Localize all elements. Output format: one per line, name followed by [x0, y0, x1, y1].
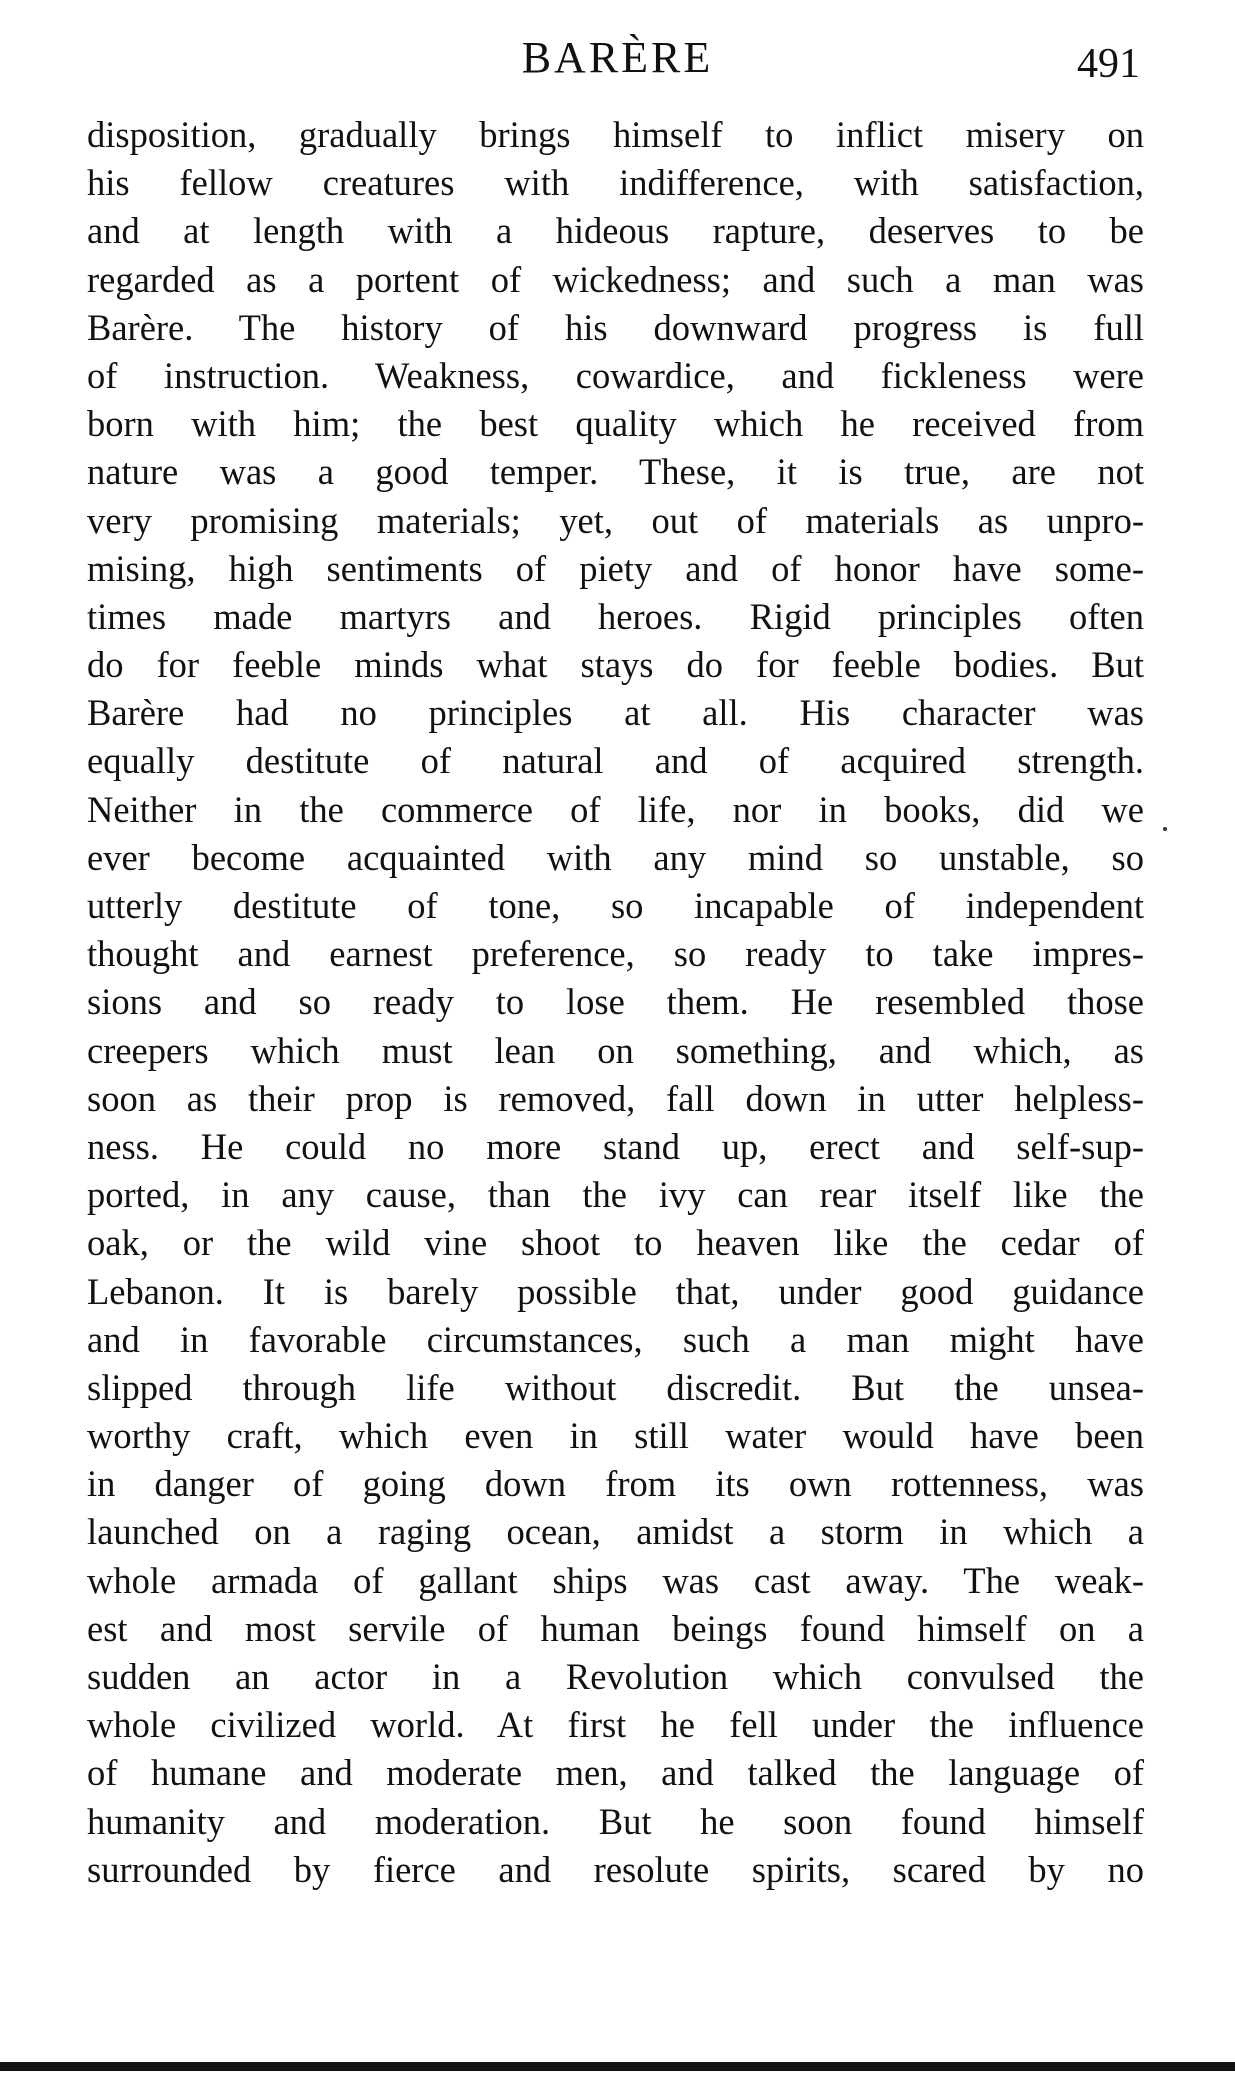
text-line: surrounded by fierce and resolute spirits, scared by no	[87, 1848, 1144, 1890]
text-line: Barère had no principles at all. His character was	[87, 692, 1144, 734]
text-line: sions and so ready to lose them. He resembled those	[87, 981, 1144, 1023]
text-line: Neither in the commerce of life, nor in books, did we	[87, 788, 1144, 830]
text-line: est and most servile of human beings found himself on a	[87, 1607, 1144, 1649]
text-line: whole civilized world. At first he fell under the influence	[87, 1704, 1144, 1746]
running-head	[0, 28, 1235, 88]
text-line: mising, high sentiments of piety and of honor have some-	[87, 547, 1144, 589]
text-line: humanity and moderation. But he soon found himself	[87, 1800, 1144, 1842]
text-line: nature was a good temper. These, it is true, are not	[87, 451, 1144, 493]
text-line: equally destitute of natural and of acquired strength.	[87, 740, 1144, 782]
text-line: ness. He could no more stand up, erect and self-sup-	[87, 1125, 1144, 1167]
text-line: Lebanon. It is barely possible that, under good guidance	[87, 1270, 1144, 1312]
text-line: his fellow creatures with indifference, with satisfaction,	[87, 162, 1144, 204]
text-line: launched on a raging ocean, amidst a storm in which a	[87, 1511, 1144, 1553]
text-line: worthy craft, which even in still water would have been	[87, 1415, 1144, 1457]
text-line: of instruction. Weakness, cowardice, and fickleness were	[87, 354, 1144, 396]
text-line: born with him; the best quality which he received from	[87, 403, 1144, 445]
text-line: and in favorable circumstances, such a man might have	[87, 1318, 1144, 1360]
text-line: very promising materials; yet, out of materials as unpro-	[87, 499, 1144, 541]
text-line: creepers which must lean on something, and which, as	[87, 1029, 1144, 1071]
text-line: thought and earnest preference, so ready to take impres-	[87, 933, 1144, 975]
body-text	[87, 111, 1144, 1894]
ink-speck	[1163, 827, 1167, 831]
text-line: soon as their prop is removed, fall down in utter helpless-	[87, 1077, 1144, 1119]
running-title: BARÈRE	[521, 33, 714, 82]
text-line: oak, or the wild vine shoot to heaven like the cedar of	[87, 1222, 1144, 1264]
text-line: of humane and moderate men, and talked the language of	[87, 1752, 1144, 1794]
text-line: do for feeble minds what stays do for feeble bodies. But	[87, 644, 1144, 686]
text-line: disposition, gradually brings himself to inflict misery on	[87, 114, 1144, 155]
text-line: slipped through life without discredit. But the unsea-	[87, 1366, 1144, 1408]
text-line: sudden an actor in a Revolution which convulsed the	[87, 1656, 1144, 1697]
text-line: in danger of going down from its own rottenness, was	[87, 1463, 1144, 1505]
text-line: ported, in any cause, than the ivy can rear itself like the	[87, 1174, 1144, 1216]
text-line: whole armada of gallant ships was cast away. The weak-	[87, 1559, 1144, 1601]
text-line: times made martyrs and heroes. Rigid principles often	[87, 595, 1144, 637]
text-line: ever become acquainted with any mind so unstable, so	[87, 836, 1144, 878]
text-line: Barère. The history of his downward progress is full	[87, 306, 1144, 348]
text-line: regarded as a portent of wickedness; and such a man was	[87, 258, 1144, 300]
page-number: 491	[1077, 41, 1140, 87]
text-line: and at length with a hideous rapture, deserves to be	[87, 210, 1144, 252]
text-line: utterly destitute of tone, so incapable of independent	[87, 885, 1144, 926]
bottom-rule	[0, 2062, 1235, 2071]
